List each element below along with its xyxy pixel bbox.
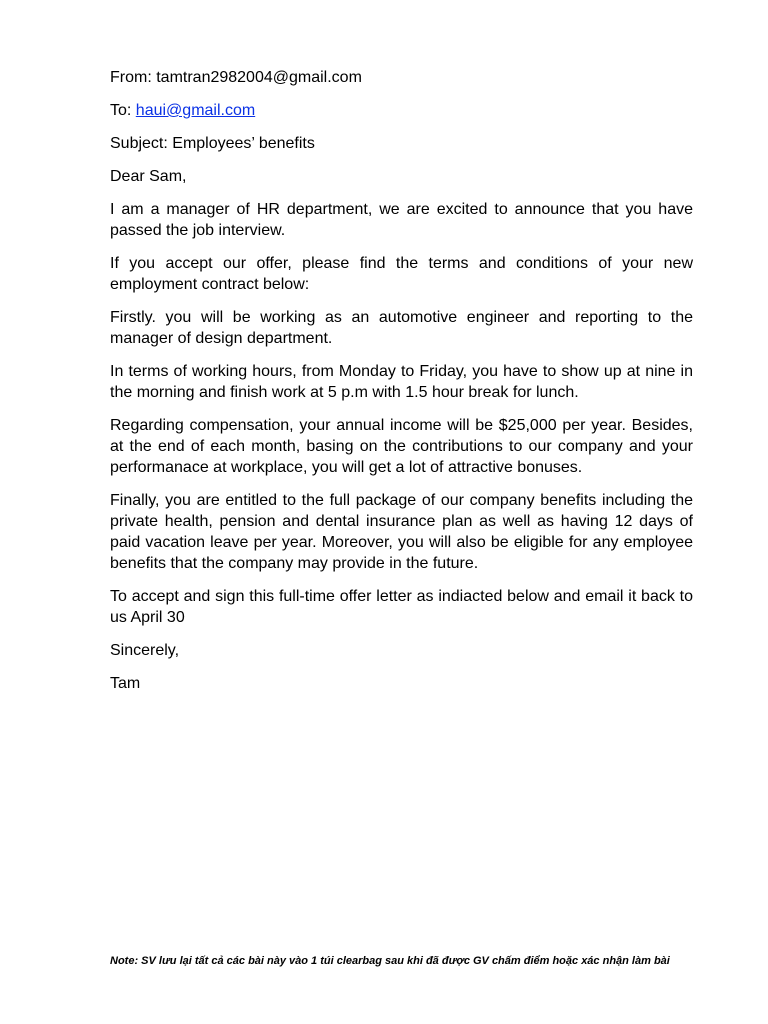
- paragraph-compensation: Regarding compensation, your annual income will be $25,000 per year. Besides, at the end of each month, basing on the contributions to our company and your performanace at workplace, you will get a lot of attractive bonuses.: [110, 417, 693, 476]
- to-label: To:: [110, 102, 136, 119]
- paragraph-interview: I am a manager of HR department, we are excited to announce that you have passed the job interview.: [110, 201, 693, 239]
- to-line: [110, 100, 693, 121]
- letter-body: [110, 67, 693, 706]
- paragraph-working-hours: In terms of working hours, from Monday to Friday, you have to show up at nine in the morning and finish work at 5 p.m with 1.5 hour break for lunch.: [110, 363, 693, 401]
- closing: Sincerely,: [110, 642, 180, 659]
- paragraph-benefits: Finally, you are entitled to the full package of our company benefits including the private health, pension and dental insurance plan as well as having 12 days of paid vacation leave per year. Moreover, you will also be eligible for any employee benefits that the company may provide in the future.: [110, 492, 693, 572]
- from-line: [110, 67, 693, 88]
- footer-note: Note: SV lưu lại tất cả các bài này vào 1 túi clearbag sau khi đã được GV chấm điểm hoặc xác nhận làm bài: [110, 955, 670, 967]
- paragraph-offer-terms: If you accept our offer, please find the terms and conditions of your new employment contract below:: [110, 255, 693, 293]
- paragraph-position: Firstly. you will be working as an automotive engineer and reporting to the manager of design department.: [110, 309, 693, 347]
- greeting: Dear Sam,: [110, 168, 187, 185]
- from-email: tamtran2982004@gmail.com: [156, 69, 362, 86]
- subject-line: [110, 133, 693, 154]
- to-email-link[interactable]: haui@gmail.com: [135, 102, 256, 119]
- subject-label: Subject:: [110, 135, 173, 152]
- from-label: From:: [110, 69, 157, 86]
- signature: Tam: [110, 675, 141, 692]
- paragraph-accept-instructions: To accept and sign this full-time offer letter as indiacted below and email it back to us April 30: [110, 588, 693, 626]
- subject-text: Employees’ benefits: [172, 135, 315, 152]
